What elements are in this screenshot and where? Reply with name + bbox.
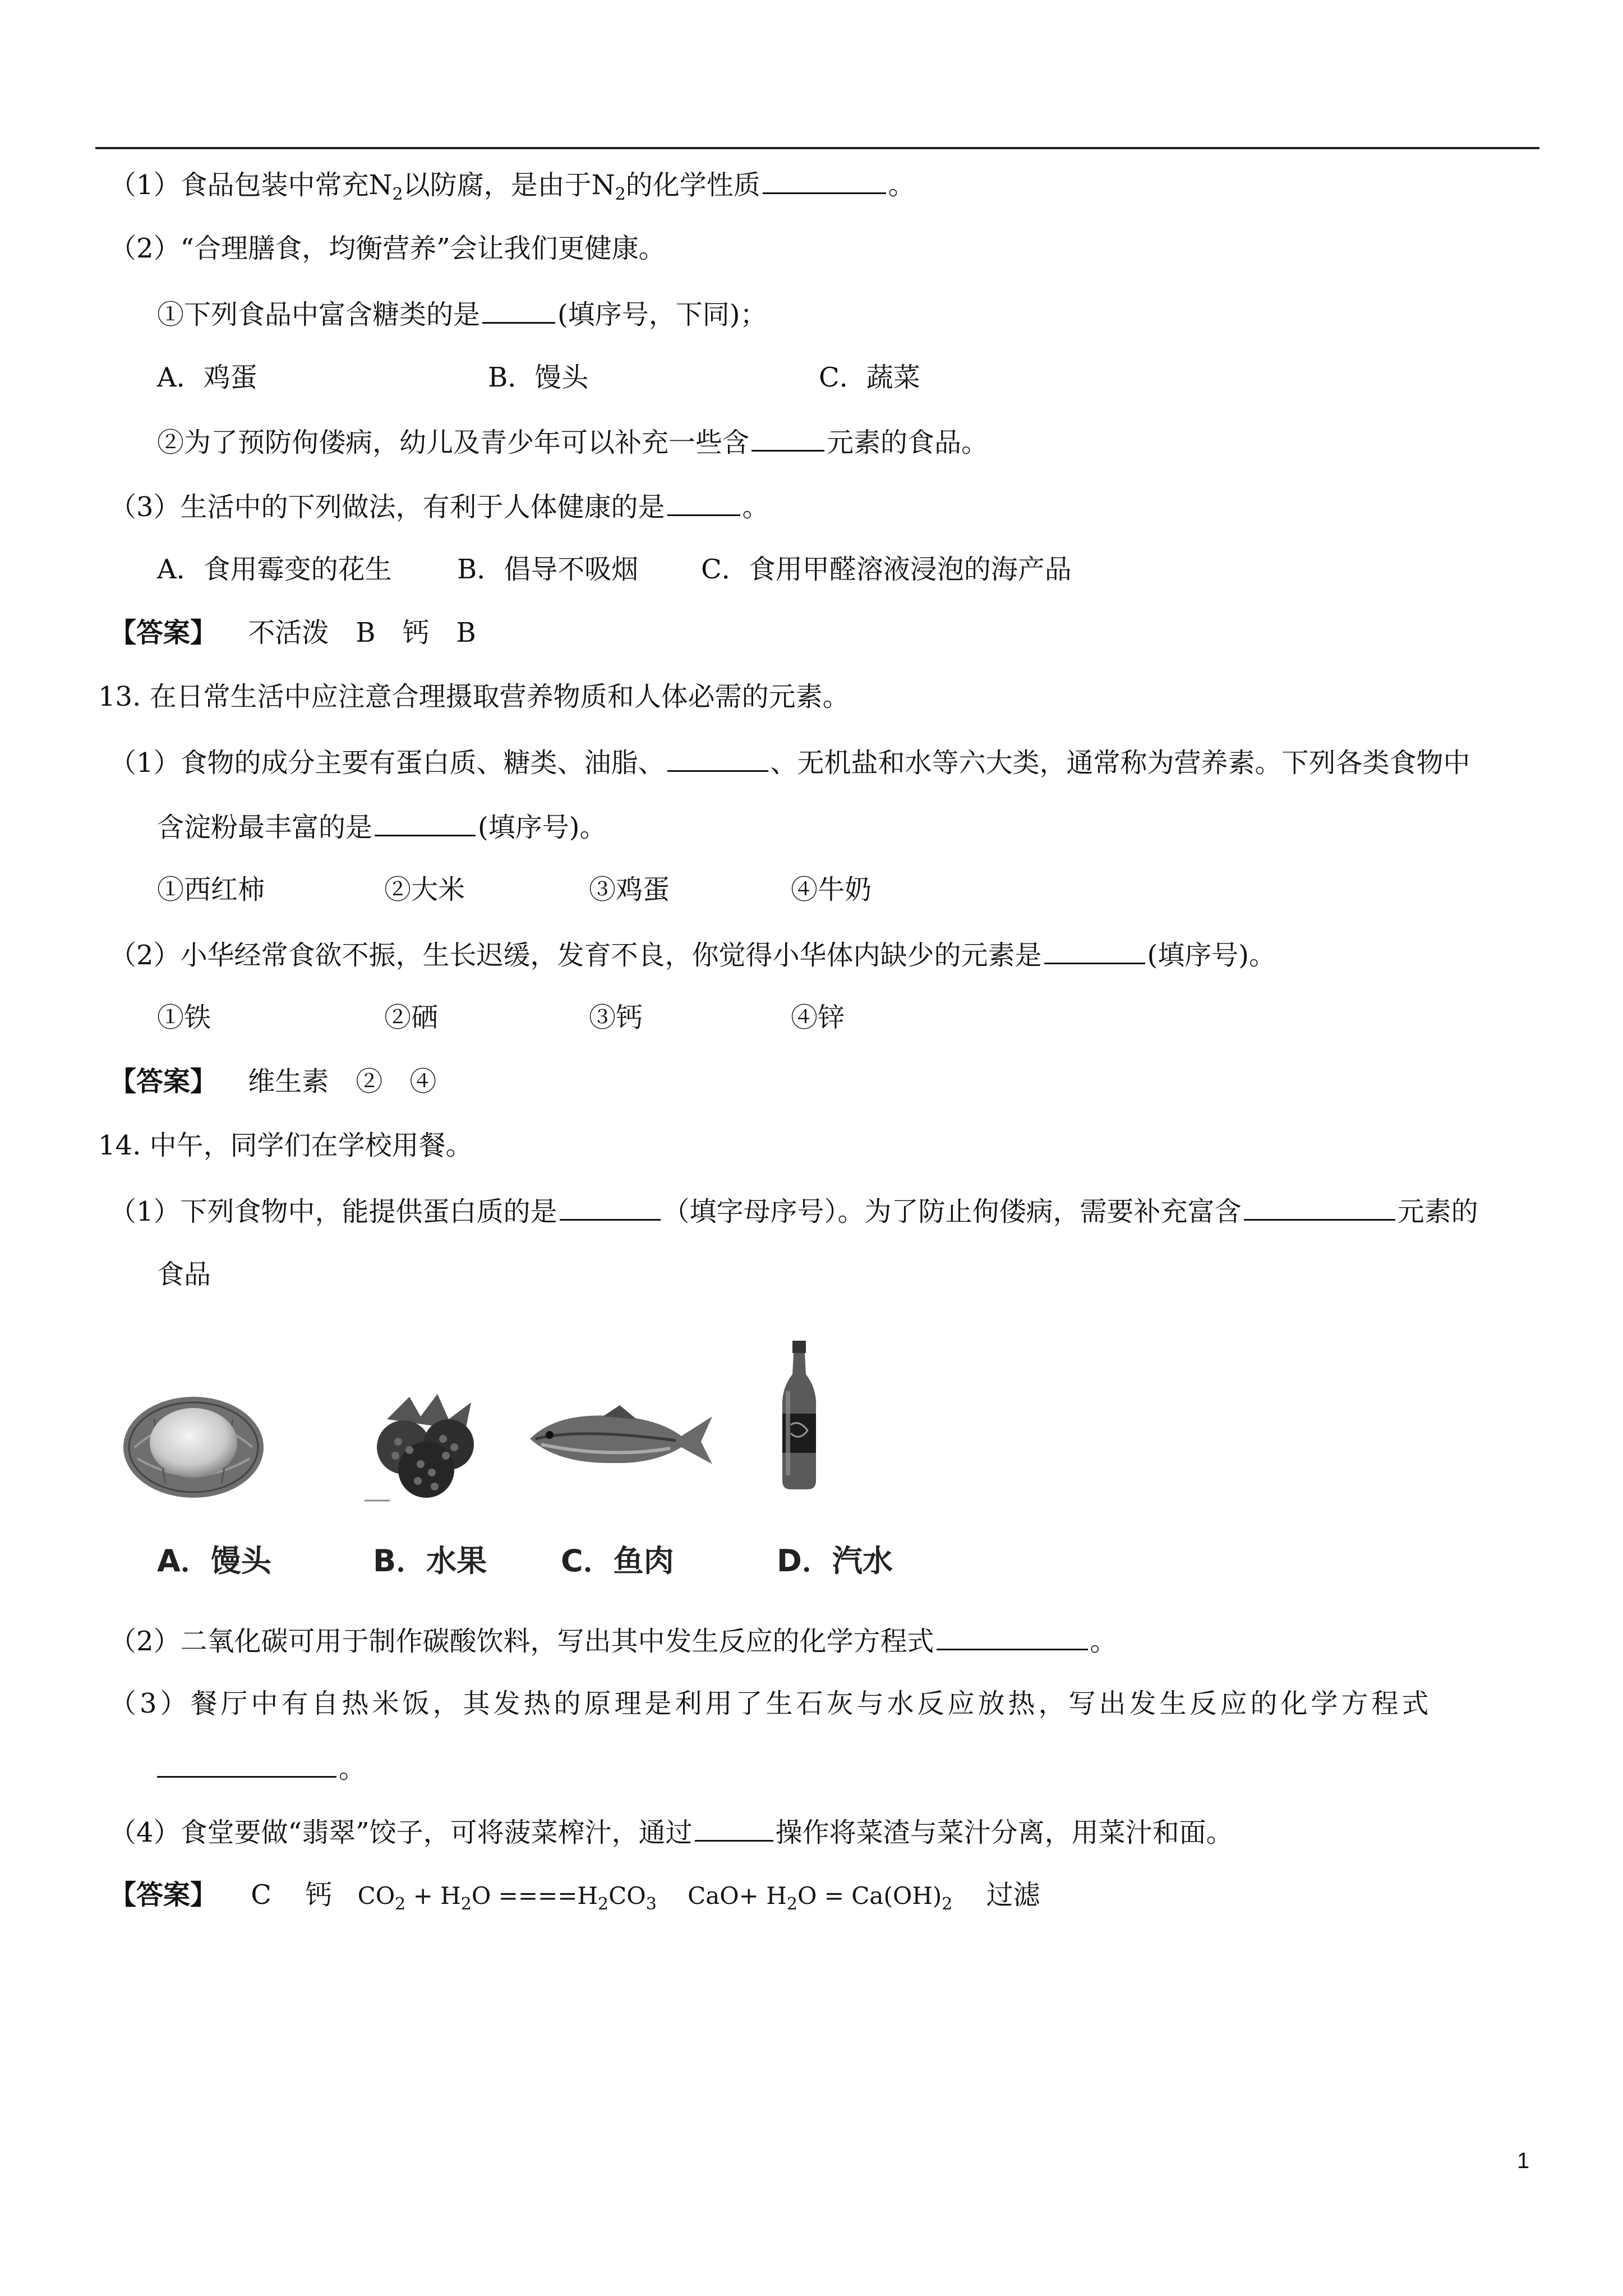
q12-part2-sub2-text-b: 元素的食品。 [827,427,989,458]
eq2-part-a: CaO+ H [688,1882,787,1910]
fish-icon [524,1402,715,1475]
option-b: B．倡导不吸烟 [457,554,639,585]
q14-part3-cont [157,1750,366,1786]
subscript: 3 [645,1894,657,1914]
period: 。 [888,169,915,201]
answer-blank[interactable] [560,1193,661,1221]
food-label-b: B．水果 [373,1543,487,1579]
answer-label: 【答案】 [109,1879,218,1911]
answer-blank[interactable] [667,744,768,772]
q12-answer [109,616,476,650]
answer-blank[interactable] [1044,937,1145,964]
q12-part3-text-a: （3）生活中的下列做法，有利于人体健康的是 [109,491,665,523]
q12-part3 [109,489,769,524]
answer-blank[interactable] [763,167,886,194]
q14-part1-cont: 食品 [157,1259,211,1290]
eq2-part-b: O = Ca(OH) [797,1882,942,1910]
answer-blank[interactable] [667,489,740,516]
option-4: ④锌 [791,1002,845,1033]
q12-part2-sub1 [157,296,767,332]
berries-icon [365,1391,494,1503]
option-a: A．食用霉变的花生 [157,554,392,585]
q12-part1-text-a: （1）食品包装中常充 [109,169,369,201]
answer-label: 【答案】 [109,617,218,648]
page-number: 1 [1517,2148,1530,2173]
answer-blank[interactable] [751,424,824,452]
q13-answer [109,1065,436,1098]
food-label-a: A．馒头 [157,1543,271,1579]
period: 。 [339,1753,366,1784]
answer-blank[interactable] [695,1814,773,1842]
eq1-part-d: CO [608,1882,646,1910]
header-rule [95,147,1539,149]
n2-subscript: 2 [392,185,403,204]
q13-part1-cont [157,809,606,844]
q14-part4-text-b: 操作将菜渣与菜汁分离，用菜汁和面。 [775,1817,1233,1848]
option-4: ④牛奶 [791,874,872,905]
q14-part1-text-a: （1）下列食物中，能提供蛋白质的是 [109,1196,557,1227]
q14-part1-text-c: 元素的 [1397,1196,1478,1227]
answer-blank[interactable] [1244,1193,1395,1221]
q12-part1-text-b: 以防腐，是由于 [403,169,592,201]
answer-text: 不活泼 B 钙 B [248,617,476,648]
q13-part2 [109,937,1276,972]
equation-1 [357,1882,657,1914]
option-1: ①铁 [157,1002,211,1033]
food-label-d: D．汽水 [777,1543,893,1579]
subscript: 2 [598,1894,609,1914]
period: 。 [1090,1626,1117,1657]
q13-title: 13. 在日常生活中应注意合理摄取营养物质和人体必需的元素。 [98,681,850,712]
q12-part1 [109,167,915,202]
soda-bottle-icon [777,1341,822,1492]
eq1-part-a: CO [357,1882,395,1910]
q14-title: 14. 中午，同学们在学校用餐。 [98,1130,473,1161]
option-b: B．馒头 [488,362,589,393]
answer-blank[interactable] [482,296,555,324]
q12-part2-sub2 [157,424,988,459]
food-label-c: C．鱼肉 [561,1543,674,1579]
n2-formula-2: N [591,169,615,201]
q12-part1-text-c: 的化学性质 [625,169,760,201]
option-2: ②大米 [384,874,465,905]
q14-part3: （3）餐厅中有自热米饭，其发热的原理是利用了生石灰与水反应放热，写出发生反应的化学方程式 [109,1688,1432,1719]
option-2: ②硒 [384,1002,439,1033]
q14-part1 [109,1193,1478,1228]
q14-part1-text-b: （填字母序号）。为了防止佝偻病，需要补充富含 [662,1196,1242,1227]
eq1-part-c: O ====H [471,1882,598,1910]
answer-blank[interactable] [375,809,476,836]
q12-part2-sub1-text-a: ①下列食品中富含糖类的是 [157,299,481,330]
answer-c: C [251,1879,272,1911]
period: 。 [742,491,769,523]
subscript: 2 [786,1894,797,1914]
q12-part2-sub2-text-a: ②为了预防佝偻病，幼儿及青少年可以补充一些含 [157,427,750,458]
subscript: 2 [395,1894,406,1914]
answer-blank[interactable] [157,1750,336,1778]
subscript: 2 [942,1894,953,1914]
eq1-part-b: + H [405,1882,461,1910]
option-1: ①西红柿 [157,874,265,905]
steamed-bun-icon [121,1386,266,1503]
option-3: ③鸡蛋 [589,874,670,905]
n2-subscript-2: 2 [615,185,626,204]
option-a: A．鸡蛋 [157,362,257,393]
q13-part2-text-a: （2）小华经常食欲不振，生长迟缓，发育不良，你觉得小华体内缺少的元素是 [109,940,1042,971]
q14-part2-text-a: （2）二氧化碳可用于制作碳酸饮料，写出其中发生反应的化学方程式 [109,1626,934,1657]
option-c: C．食用甲醛溶液浸泡的海产品 [701,554,1072,585]
option-c: C．蔬菜 [819,362,920,393]
answer-label: 【答案】 [109,1066,218,1097]
subscript: 2 [460,1894,472,1914]
q14-part4 [109,1814,1233,1849]
n2-formula: N [368,169,393,201]
equation-2 [688,1882,953,1914]
q13-part1 [109,744,1470,780]
q14-part4-text-a: （4）食堂要做“翡翠”饺子，可将菠菜榨汁，通过 [109,1817,693,1848]
q13-part1-text-b: 、无机盐和水等六大类，通常称为营养素。下列各类食物中 [770,747,1470,779]
q14-part2 [109,1623,1117,1658]
q13-part2-text-b: (填序号)。 [1147,940,1276,971]
answer-filter: 过滤 [986,1879,1040,1911]
q13-part1-text-a: （1）食物的成分主要有蛋白质、糖类、油脂、 [109,747,665,779]
answer-calcium: 钙 [305,1879,333,1911]
q12-part2: （2）“合理膳食，均衡营养”会让我们更健康。 [109,233,666,264]
q13-part1-text-c: 含淀粉最丰富的是 [157,812,373,843]
q13-part1-text-d: (填序号)。 [478,812,607,843]
q12-part2-sub1-text-b: (填序号，下同)； [557,299,767,330]
q14-answer [109,1878,1040,1913]
answer-text: 维生素 ② ④ [248,1066,437,1097]
option-3: ③钙 [589,1002,643,1033]
answer-blank[interactable] [937,1623,1088,1650]
